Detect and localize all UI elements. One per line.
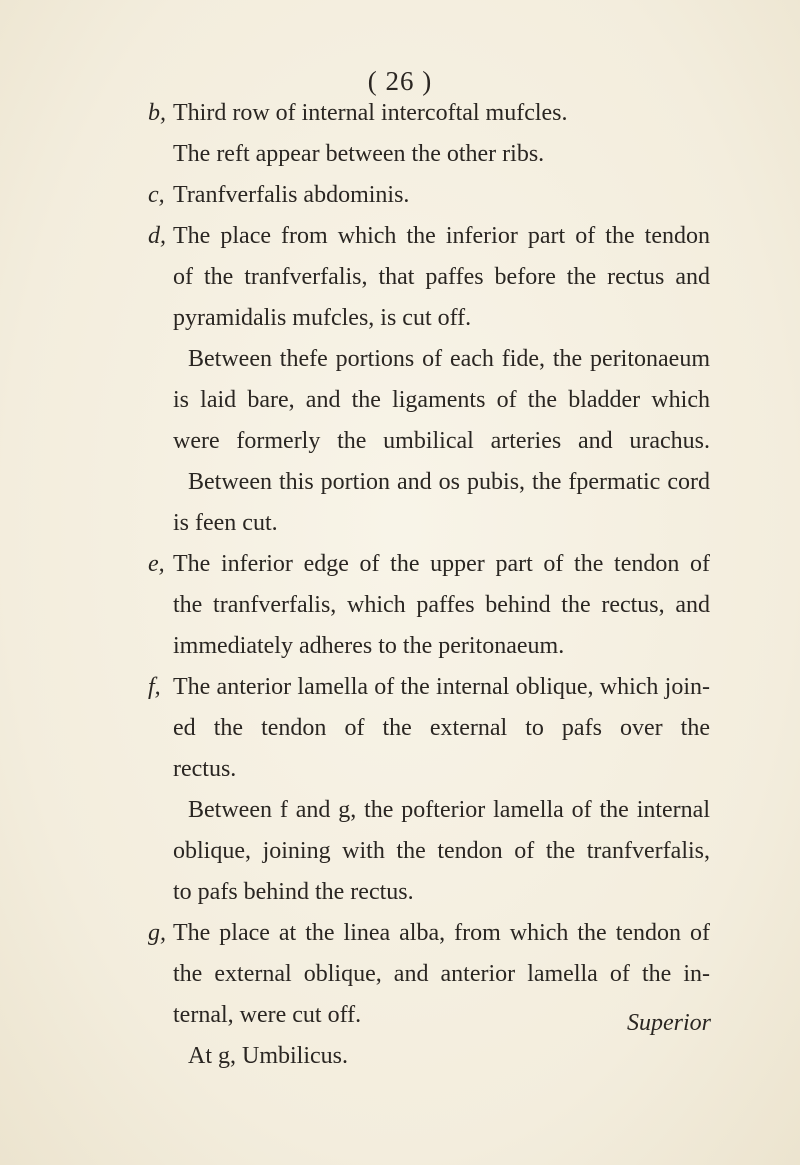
text-line (0, 708, 800, 749)
item-marker: g, (148, 920, 166, 946)
line-text: is feen cut. (173, 510, 278, 536)
text-line (0, 954, 800, 995)
text-line (0, 216, 800, 257)
text-line (0, 913, 800, 954)
line-text: At g, Umbilicus. (188, 1043, 348, 1069)
line-text: of the tranfverfalis, that paffes before the rectus and (173, 264, 710, 290)
line-text: The reft appear between the other ribs. (173, 141, 545, 167)
text-body (0, 93, 800, 1077)
text-line (0, 134, 800, 175)
text-line (0, 462, 800, 503)
line-text: Between thefe portions of each fide, the peritonaeum (188, 346, 710, 372)
text-line (0, 626, 800, 667)
line-text: The place from which the inferior part of the tendon (173, 223, 710, 249)
line-text: pyramidalis mufcles, is cut off. (173, 305, 472, 331)
text-line (0, 667, 800, 708)
line-text: The inferior edge of the upper part of the tendon of (173, 551, 710, 577)
line-text: Third row of internal intercoftal mufcles. (173, 100, 568, 126)
line-text: Between this portion and os pubis, the fpermatic cord (188, 469, 710, 495)
line-text: Between f and g, the pofterior lamella of the internal (188, 797, 710, 823)
text-line (0, 503, 800, 544)
text-line (0, 1036, 800, 1077)
line-text: oblique, joining with the tendon of the tranfverfalis, (173, 838, 710, 864)
text-line (0, 544, 800, 585)
item-marker: c, (148, 182, 165, 208)
catchword: Superior (627, 1010, 711, 1036)
line-text: immediately adheres to the peritonaeum. (173, 633, 565, 659)
item-marker: e, (148, 551, 165, 577)
text-line (0, 339, 800, 380)
line-text: the external oblique, and anterior lamella of the in- (173, 961, 710, 987)
line-text: The place at the linea alba, from which the tendon of (173, 920, 710, 946)
text-line (0, 380, 800, 421)
line-text: ternal, were cut off. (173, 1002, 362, 1028)
text-line (0, 790, 800, 831)
text-line (0, 421, 800, 462)
line-text: rectus. (173, 756, 237, 782)
text-line (0, 585, 800, 626)
item-marker: f, (148, 674, 161, 700)
text-line (0, 831, 800, 872)
line-text: the tranfverfalis, which paffes behind the rectus, and (173, 592, 710, 618)
line-text: is laid bare, and the ligaments of the bladder which (173, 387, 710, 413)
line-text: Tranfverfalis abdominis. (173, 182, 410, 208)
text-line (0, 93, 800, 134)
text-line (0, 749, 800, 790)
text-line (0, 175, 800, 216)
line-text: were formerly the umbilical arteries and urachus. (173, 428, 710, 454)
line-text: to pafs behind the rectus. (173, 879, 414, 905)
text-line (0, 298, 800, 339)
page-number: ( 26 ) (367, 66, 433, 96)
line-text: ed the tendon of the external to pafs over the (173, 715, 710, 741)
text-line (0, 872, 800, 913)
line-text: The anterior lamella of the internal oblique, which join- (173, 674, 710, 700)
item-marker: d, (148, 223, 166, 249)
item-marker: b, (148, 100, 166, 126)
text-line (0, 257, 800, 298)
